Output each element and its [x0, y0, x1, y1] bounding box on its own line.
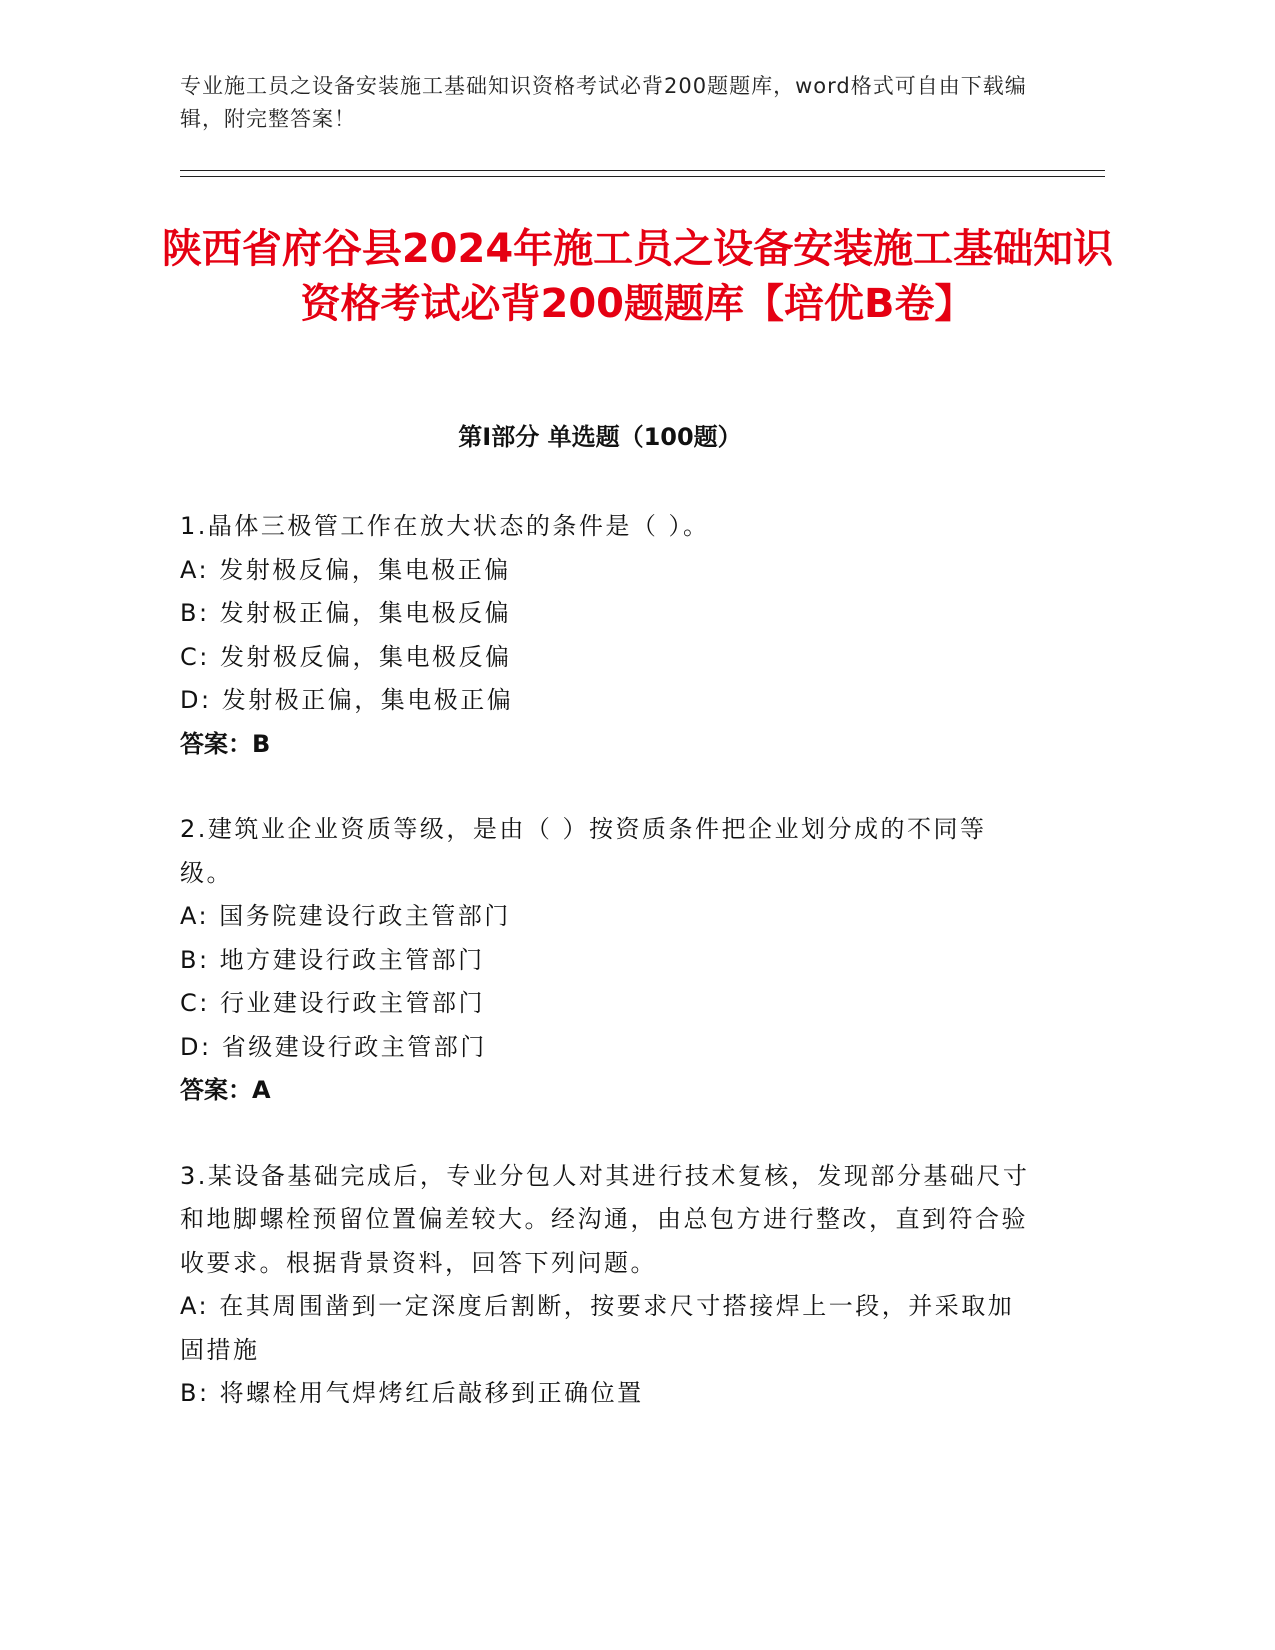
answer: 答案：B	[180, 729, 271, 758]
option-d: D: 发射极正偏，集电极正偏	[180, 686, 514, 714]
document-title: 陕西省府谷县2024年施工员之设备安装施工基础知识资格考试必背200题题库【培优B卷】	[161, 226, 1114, 327]
question-2	[180, 808, 1030, 1113]
option-d: D: 省级建设行政主管部门	[180, 1032, 487, 1061]
question-stem: 1.晶体三极管工作在放大状态的条件是（ ）。	[180, 512, 710, 540]
section-title: 第Ⅰ部分 单选题（100题）	[458, 423, 742, 451]
question-stem: 3.某设备基础完成后，专业分包人对其进行技术复核，发现部分基础尺寸和地脚螺栓预留位置偏差较大。经沟通，由总包方进行整改，直到符合验收要求。根据背景资料，回答下列问题。	[180, 1161, 1030, 1277]
question-stem: 2.建筑业企业资质等级，是由（ ）按资质条件把企业划分成的不同等级。	[180, 815, 987, 887]
option-b: B: 发射极正偏，集电极反偏	[180, 599, 512, 627]
option-a: A: 国务院建设行政主管部门	[180, 902, 511, 930]
option-b: B: 将螺栓用气焊烤红后敲移到正确位置	[180, 1379, 644, 1407]
option-c: C: 行业建设行政主管部门	[180, 989, 485, 1017]
header-divider-top	[180, 170, 1105, 171]
option-a: A: 发射极反偏，集电极正偏	[180, 555, 511, 584]
option-b: B: 地方建设行政主管部门	[180, 945, 485, 974]
option-a: A: 在其周围凿到一定深度后割断，按要求尺寸搭接焊上一段，并采取加固措施	[180, 1292, 1015, 1364]
header-note: 专业施工员之设备安装施工基础知识资格考试必背200题题库，word格式可自由下载编辑，附完整答案！	[180, 74, 1027, 131]
answer: 答案：A	[180, 1076, 271, 1104]
header-divider-bottom	[180, 176, 1105, 177]
question-1	[180, 505, 1030, 766]
option-c: C: 发射极反偏，集电极反偏	[180, 642, 512, 671]
question-3	[180, 1155, 1030, 1416]
question-list	[180, 505, 1030, 1458]
